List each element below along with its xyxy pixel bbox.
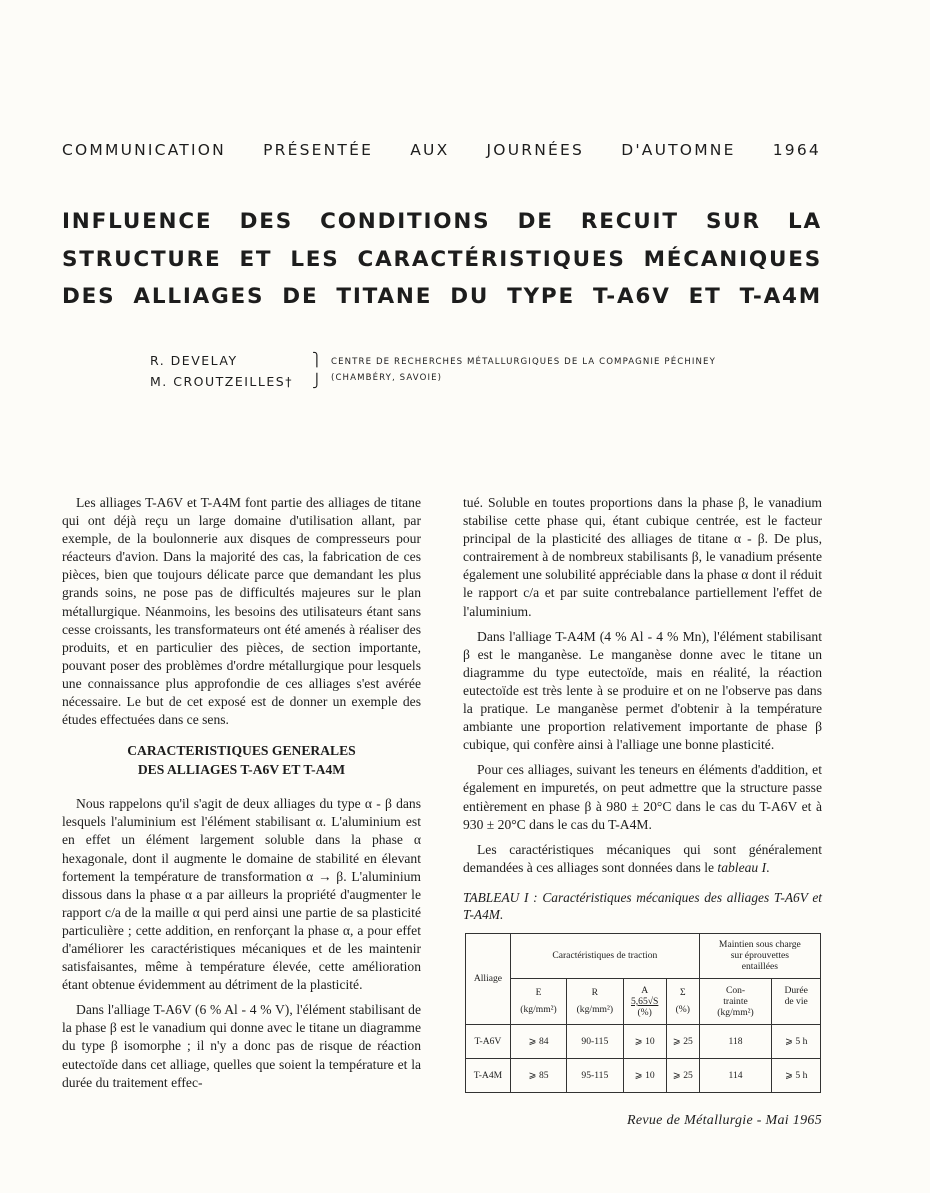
title-word: T-A6V	[592, 284, 671, 309]
title-word: T-A4M	[739, 284, 822, 309]
table-cell: 118	[699, 1024, 772, 1058]
table-cell: ⩾ 25	[666, 1024, 699, 1058]
table-cell: 114	[699, 1058, 772, 1092]
column-name: trainte	[723, 995, 748, 1007]
table-cell: ⩾ 84	[510, 1024, 566, 1058]
title-word: ET	[688, 284, 722, 309]
column-name: Durée	[784, 984, 808, 996]
series-word: AUX	[410, 141, 450, 159]
author-name: M. CROUTZEILLES	[150, 374, 286, 389]
column-header-A	[623, 978, 666, 1024]
column-header-R	[567, 978, 623, 1024]
body-paragraph: Pour ces alliages, suivant les teneurs en éléments d'addition, et également en impuretés, on peut admettre que la structure passe entièrement en phase β à 980 ± 20°C dans le cas du T-A6V et à 930 ± 20°C dans le cas du T-A4M.	[463, 762, 822, 832]
title-word: LES	[290, 246, 340, 272]
column-header-E	[510, 978, 566, 1024]
series-word: 1964	[772, 141, 821, 159]
title-word: DES	[239, 209, 293, 234]
title-word: CONDITIONS	[320, 209, 491, 234]
title-word: TITANE	[336, 284, 433, 309]
affiliation-line: (CHAMBÉRY, SAVOIE)	[331, 373, 443, 383]
column-header-sigma	[666, 978, 699, 1024]
title-word: DES	[62, 284, 116, 309]
title-word: DE	[517, 209, 554, 234]
table-reference: tableau I	[717, 859, 767, 875]
table-cell: ⩾ 10	[623, 1058, 666, 1092]
column-unit: (kg/mm²)	[520, 1004, 557, 1016]
title-word: MÉCANIQUES	[643, 246, 822, 272]
column-name: A	[641, 984, 649, 996]
column-unit: (kg/mm²)	[576, 1004, 614, 1016]
title-line-2	[62, 241, 822, 279]
intro-paragraph: Les alliages T-A6V et T-A4M font partie des alliages de titane qui ont déjà reçu un large domaine d'utilisation allant, par exemple, de la boulonnerie aux disques de compresseurs pour réacteurs d'avion. Dans la majorité des cas, la fabrication de ces pièces, bien que toujours délicate parce que demandant les plus grands soins, ne pose pas de difficultés majeures sur le plan métallurgique. Néanmoins, les besoins des utilisateurs étant sans cesse croissants, les transformateurs ont été amenés à réaliser des produits, et en particulier des pièces, de section importante, pouvant poser des problèmes d'ordre métallurgique pour lesquels une connaissance plus approfondie de ces alliages s'est avérée nécessaire. Le but de cet exposé est de donner un exemple des études effectuées dans ce sens.	[62, 495, 421, 728]
title-word: LA	[788, 209, 822, 234]
table-header-row	[466, 933, 821, 978]
header-line: entaillées	[741, 961, 778, 973]
table-cell: ⩾ 10	[623, 1024, 666, 1058]
paragraph-text: .	[766, 859, 770, 875]
title-word: INFLUENCE	[62, 209, 213, 234]
affiliation	[331, 354, 716, 386]
table-cell: 90-115	[567, 1024, 623, 1058]
mechanical-properties-table	[465, 933, 821, 1093]
title-word: RECUIT	[580, 209, 679, 234]
title-line-1	[62, 203, 822, 241]
author-list	[150, 350, 293, 392]
deceased-mark: †	[285, 374, 293, 389]
header-line: Maintien sous charge	[718, 939, 801, 951]
alloy-cell: T-A6V	[466, 1024, 511, 1058]
section-heading-line: DES ALLIAGES T-A6V ET T-A4M	[137, 762, 346, 778]
column-name: R	[591, 987, 599, 999]
section-heading	[62, 741, 421, 779]
series-word: D'AUTOMNE	[621, 141, 736, 159]
title-word: DE	[282, 284, 319, 309]
column-unit: (%)	[675, 1004, 690, 1016]
table-caption: TABLEAU I : Caractéristiques mécaniques des alliages T-A6V et T-A4M.	[463, 889, 822, 923]
body-paragraph: Nous rappelons qu'il s'agit de deux alliages du type α - β dans lesquels l'aluminium est l'élément stabilisant α. L'aluminium est en effet un élément largement soluble dans la phase α hexagonale, dont il augmente le domaine de stabilité en élevant fortement la température de transformation α → β. L'aluminium dissous dans la phase α a par ailleurs la propriété d'augmenter le rapport c/a de la maille α qui perd ainsi une partie de sa plasticité particulière ; cette addition, en renforçant la phase α, a pour effet d'améliorer les caractéristiques mécaniques et de les maintenir satisfaisantes, même à température élevée, cette amélioration étant obtenue évidemment au détriment de la plasticité.	[62, 796, 421, 993]
journal-footer: Revue de Métallurgie - Mai 1965	[627, 1113, 822, 1128]
alloy-cell: T-A4M	[466, 1058, 511, 1092]
author-name: R. DEVELAY	[150, 353, 238, 368]
column-unit: (%)	[637, 1006, 652, 1018]
series-word: COMMUNICATION	[62, 141, 226, 159]
alloy-header: Alliage	[466, 933, 511, 1024]
column-name: Con-	[725, 984, 746, 996]
column-name: Σ	[680, 987, 686, 999]
author-name-with-mark	[150, 371, 293, 392]
header-line: sur éprouvettes	[730, 950, 790, 962]
title-word: SUR	[705, 209, 761, 234]
section-heading-line: CARACTERISTIQUES GENERALES	[127, 743, 356, 759]
title-word: ALLIAGES	[133, 284, 265, 309]
left-column	[62, 494, 421, 1099]
right-column	[463, 494, 822, 1093]
notched-creep-group-header	[699, 933, 820, 978]
title-word: CARACTÉRISTIQUES	[357, 246, 626, 272]
table-cell: 95-115	[567, 1058, 623, 1092]
affiliation-line: CENTRE DE RECHERCHES MÉTALLURGIQUES DE LA COMPAGNIE PÉCHINEY	[331, 357, 716, 367]
series-word: JOURNÉES	[486, 141, 585, 159]
body-paragraph: Dans l'alliage T-A4M (4 % Al - 4 % Mn), l'élément stabilisant β est le manganèse. Le manganèse donne avec le titane un diagramme du type eutectoïde, mais en réalité, la réaction eutectoïde est très lente à se produire et on ne l'observe pas dans la pratique. Le manganèse permet d'obtenir à la température ambiante une proportion relativement importante de phase β cubique, qui confère ainsi à l'alliage une bonne plasticité.	[463, 628, 822, 753]
table-cell: ⩾ 5 h	[772, 1024, 821, 1058]
table-cell: ⩾ 5 h	[772, 1058, 821, 1092]
column-header-stress	[699, 978, 772, 1024]
paragraph-text: Les caractéristiques mécaniques qui sont généralement demandées à ces alliages sont données dans le	[463, 841, 822, 875]
body-paragraph	[463, 841, 822, 877]
series-word: PRÉSENTÉE	[263, 141, 374, 159]
communication-series-line	[62, 141, 821, 159]
paper-title	[62, 203, 822, 316]
column-formula: 5,65√S	[630, 995, 659, 1007]
table-row	[466, 1024, 821, 1058]
title-word: ET	[239, 246, 273, 272]
table-cell: ⩾ 25	[666, 1058, 699, 1092]
title-word: DU	[450, 284, 490, 309]
title-word: TYPE	[507, 284, 575, 309]
body-paragraph: tué. Soluble en toutes proportions dans la phase β, le vanadium stabilise cette phase qui, étant cubique centrée, est le facteur principal de la plasticité des alliages de titane α - β. De plus, contrairement à de nombreux stabilisants β, le vanadium présente également une solubilité appréciable dans la phase α dont il réduit le rapport c/a et par suite contrebalance partiellement l'effet de l'aluminium.	[463, 495, 822, 619]
column-name: E	[535, 987, 542, 999]
title-word: STRUCTURE	[62, 246, 222, 272]
column-unit: (kg/mm²)	[717, 1006, 754, 1018]
column-header-life	[772, 978, 821, 1024]
title-line-3	[62, 278, 822, 316]
body-paragraph: Dans l'alliage T-A6V (6 % Al - 4 % V), l'élément stabilisant de la phase β est le vanadium qui donne avec le titane un diagramme du type β isomorphe ; il n'y a donc pas de risque de réaction eutectoïde dans cet alliage, quelles que soient la température et la durée du traitement effec-	[62, 1002, 421, 1090]
table-subheader-row	[466, 978, 821, 1024]
table-row	[466, 1058, 821, 1092]
table-cell: ⩾ 85	[510, 1058, 566, 1092]
column-name: de vie	[784, 995, 808, 1007]
traction-group-header: Caractéristiques de traction	[510, 933, 699, 978]
affiliation-brace: ⎫ ⎭	[312, 353, 322, 389]
